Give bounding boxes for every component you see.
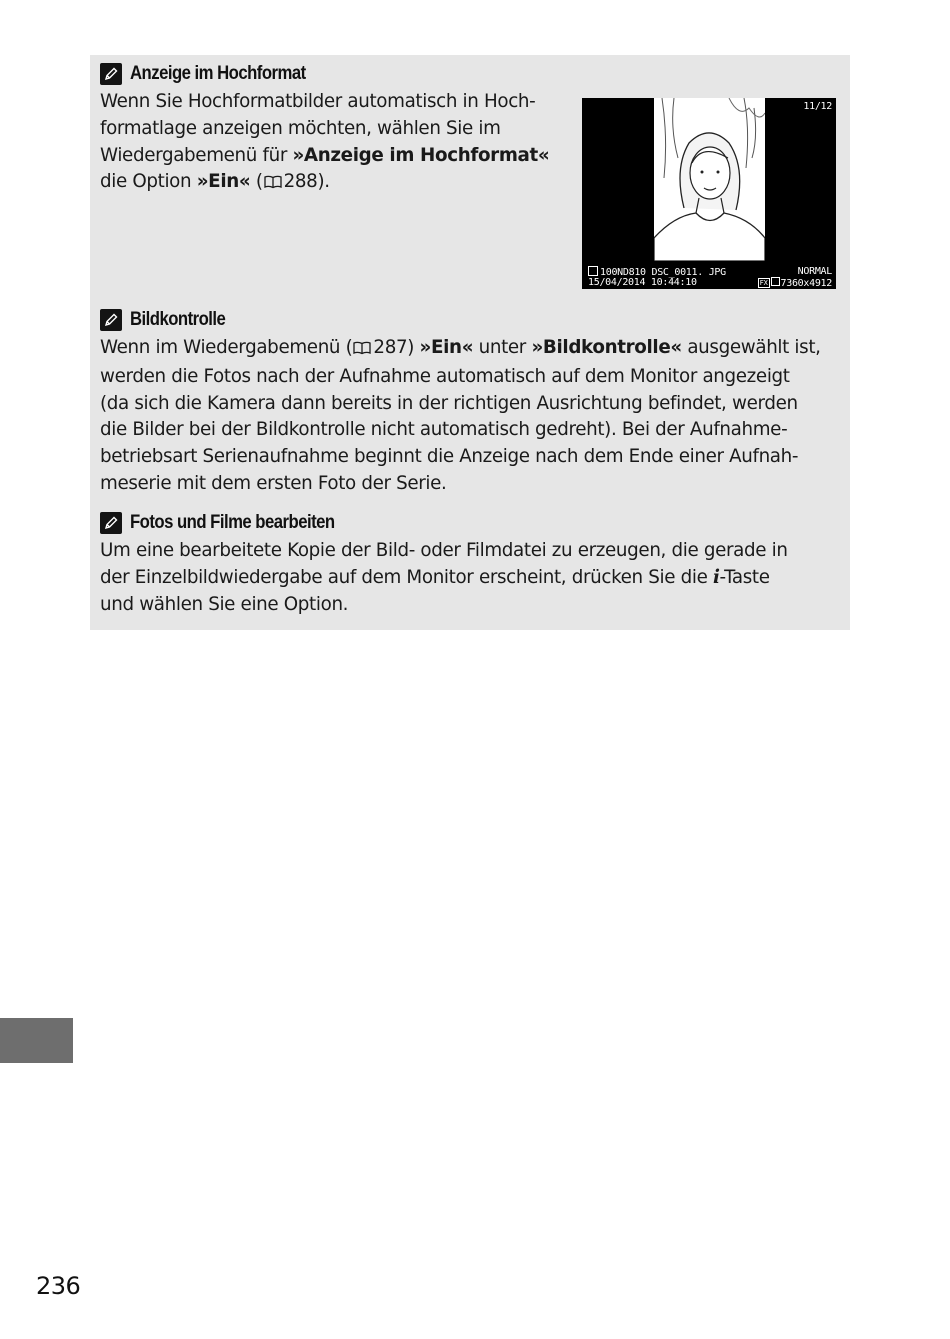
note-header	[100, 308, 821, 332]
notes-box	[90, 55, 850, 630]
pencil-note-icon	[100, 63, 122, 85]
folder-file-readout: 100ND810 DSC_0011. JPG	[588, 266, 726, 278]
chapter-tab	[0, 1018, 73, 1063]
note-title: Anzeige im Hochformat	[130, 63, 306, 84]
quality-readout: NORMAL	[797, 266, 832, 277]
datetime-readout: 15/04/2014 10:44:10	[588, 277, 697, 288]
note-header	[100, 62, 549, 86]
size-readout: FX 7360x4912	[759, 278, 832, 289]
note-header	[100, 511, 788, 535]
note-body: Wenn im Wiedergabemenü ( 287) »Ein« unter »Bildkontrolle« ausgewählt ist, werden die Fotos nach der Aufnahme automatisch auf dem Monitor angezeigt (da sich die Kamera dann bereits in der richtigen Ausrichtung befindet, werden die Bilder bei der Bildkontrolle nicht automatisch gedreht). Bei der Aufnahme- betriebsart Serienaufnahme beginnt die Anzeige nach dem Ende einer Aufnah- meserie mit dem ersten Foto der Serie.	[100, 337, 821, 494]
note-body: Um eine bearbeitete Kopie der Bild- oder Filmdatei zu erzeugen, die gerade in der Einzelbildwiedergabe auf dem Monitor erscheint, drücken Sie die i-Taste und wählen Sie eine Option.	[100, 540, 788, 615]
page-number: 236	[36, 1272, 81, 1300]
pencil-note-icon	[100, 309, 122, 331]
i-button-icon: i	[712, 566, 720, 588]
book-reference-icon	[264, 171, 282, 198]
camera-monitor-illustration	[582, 98, 836, 289]
format-badge: FX	[759, 279, 768, 287]
note-title: Bildkontrolle	[130, 309, 226, 330]
note-body: Wenn Sie Hochformatbilder automatisch in Hoch- formatlage anzeigen möchten, wählen Sie im Wiedergabemenü für »Anzeige im Hochformat« die Option »Ein« ( 288).	[100, 89, 549, 198]
note-title: Fotos und Filme bearbeiten	[130, 512, 335, 533]
frame-counter: 11/12	[803, 101, 832, 112]
note-image-review	[100, 308, 821, 498]
playback-icon	[588, 266, 598, 276]
pencil-note-icon	[100, 512, 122, 534]
book-reference-icon	[353, 337, 371, 364]
note-edit-photos-movies	[100, 511, 788, 618]
note-portrait-display	[100, 62, 549, 198]
image-size-icon	[771, 277, 780, 286]
portrait-photo	[654, 98, 765, 261]
